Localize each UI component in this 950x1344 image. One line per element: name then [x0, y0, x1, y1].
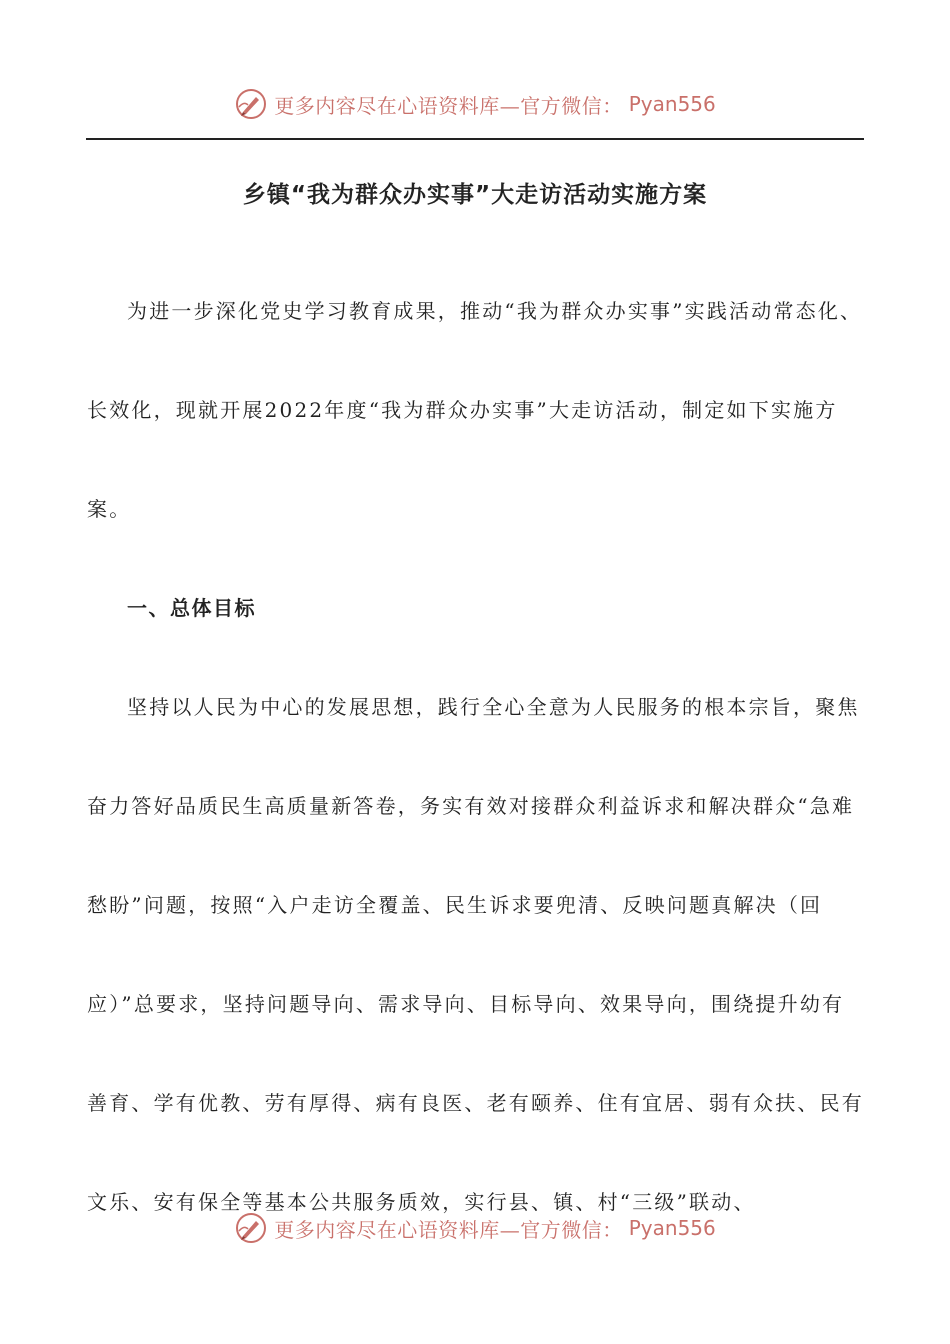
pen-logo-icon — [234, 1211, 268, 1245]
footer-watermark-banner — [0, 1208, 950, 1248]
intro-paragraph: 为进一步深化党史学习教育成果，推动“我为群众办实事”实践活动常态化、长效化，现就开展2022年度“我为群众办实事”大走访活动，制定如下实施方案。 — [87, 299, 863, 521]
pen-logo-icon — [234, 87, 268, 121]
banner-text: 更多内容尽在心语资料库—官方微信： — [274, 1217, 623, 1242]
section-heading: 一、总体目标 — [127, 596, 256, 620]
banner-wechat-id: Pyan556 — [628, 92, 716, 116]
banner-text: 更多内容尽在心语资料库—官方微信： — [274, 93, 623, 118]
header-divider — [86, 138, 864, 140]
banner-wechat-id: Pyan556 — [628, 1216, 716, 1240]
document-title: 乡镇“我为群众办实事”大走访活动实施方案 — [242, 182, 708, 208]
section-paragraph: 坚持以人民为中心的发展思想，践行全心全意为人民服务的根本宗旨，聚焦奋力答好品质民生高质量新答卷，务实有效对接群众利益诉求和解决群众“急难愁盼”问题，按照“入户走访全覆盖、民生诉求要兜清、反映问题真解决（回应）”总要求，坚持问题导向、需求导向、目标导向、效果导向，围绕提升幼有善育、学有优教、劳有厚得、病有良医、老有颐养、住有宜居、弱有众扶、民有文乐、安有保全等基本公共服务质效，实行县、镇、村“三级”联动、 — [87, 695, 864, 1214]
document-body — [87, 262, 865, 1252]
header-watermark-banner — [0, 84, 950, 124]
